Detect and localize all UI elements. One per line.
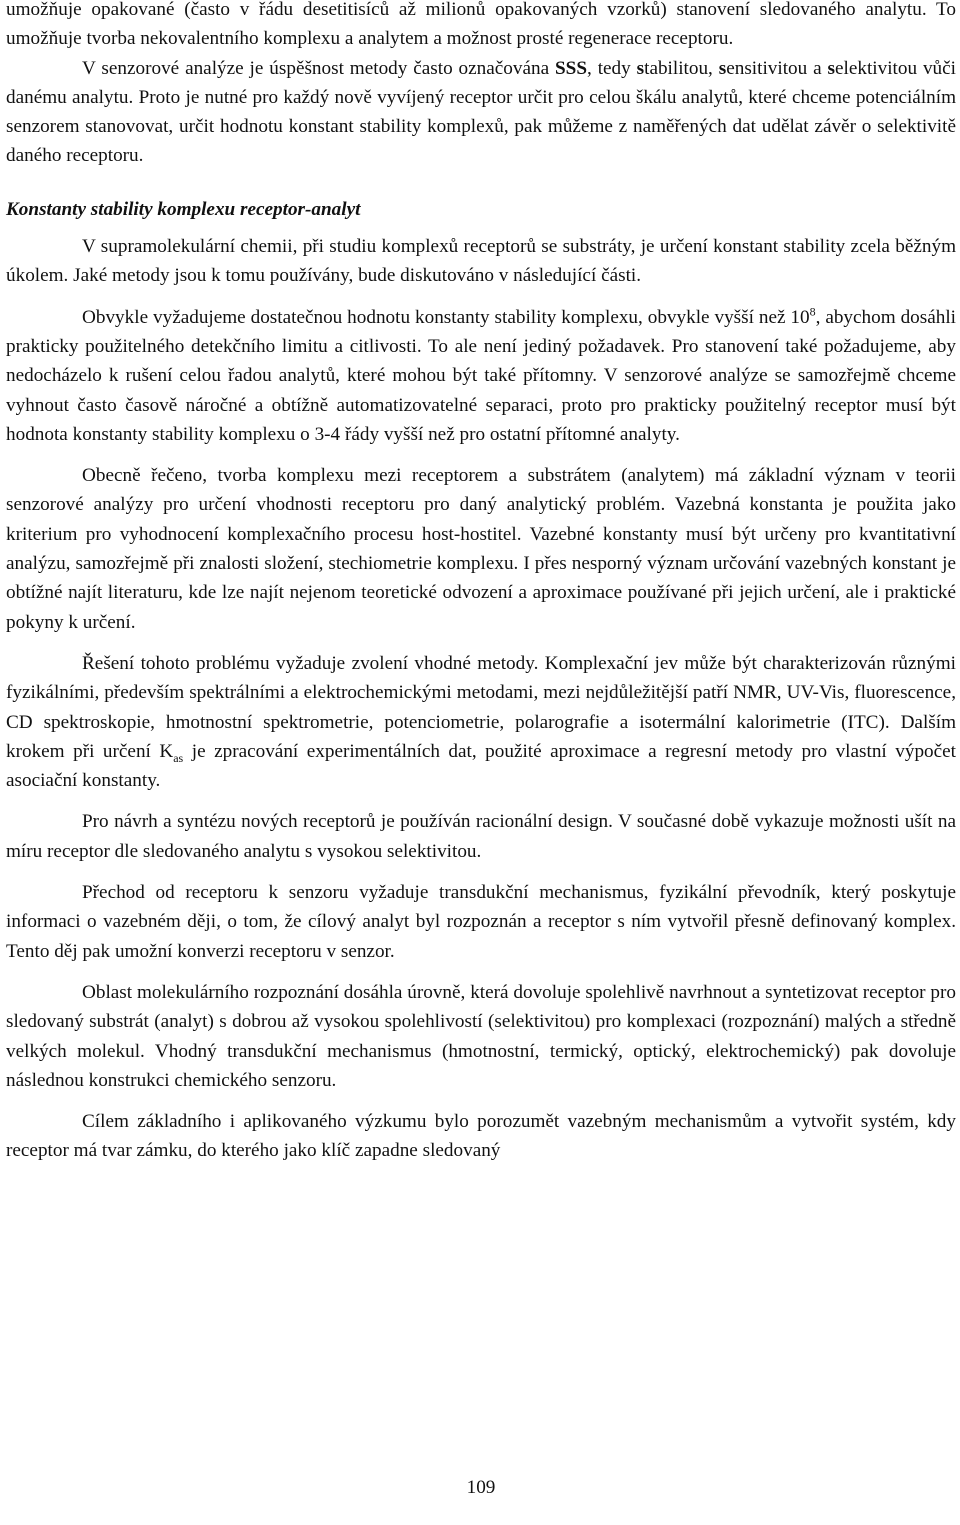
paragraph-goal: Cílem základního i aplikovaného výzkumu bylo porozumět vazebným mechanismům a vytvořit systém, kdy receptor má tvar zámku, do kterého jako klíč zapadne sledovaný bbox=[6, 1111, 956, 1162]
paragraph-intro: V supramolekulární chemii, při studiu komplexů receptorů se substráty, je určení konstant stability zcela běžným úkolem. Jaké metody jsou k tomu používány, bude diskutováno v následující části. bbox=[6, 236, 956, 287]
paragraph-complex-formation: Obecně řečeno, tvorba komplexu mezi receptorem a substrátem (analytem) má základní význam v teorii senzorové analýzy pro určení vhodnosti receptoru pro daný analytický problém. Vazebná konstanta je použita jako kriterium pro vyhodnocení komplexačního procesu host-hostitel. Vazebné konstanty musí být určeny pro kvantitativní analýzu, samozřejmě při znalosti složení, stechiometrie komplexu. I přes nesporný význam určování vazebných konstant je obtížné najít literaturu, kde lze najít nejenom teoretické odvození a aproximace používané při jejich určení, ale i praktické pokyny k určení. bbox=[6, 465, 956, 633]
document-page bbox=[6, 0, 956, 1525]
section-heading: Konstanty stability komplexu receptor-analyt bbox=[6, 198, 361, 220]
paragraph-methods: Řešení tohoto problému vyžaduje zvolení vhodné metody. Komplexační jev může být charakterizován různými fyzikálními, především spektrálními a elektrochemickými metodami, mezi nejdůležitější patří NMR, UV-Vis, fluorescence, CD spektroskopie, hmotnostní spektrometrie, potenciometrie, polarografie a isotermální kalorimetrie (ITC). Dalším krokem při určení $K_{as}$ je zpracování experimentálních dat, použité aproximace a regresní metody pro vlastní výpočet asociační konstanty. bbox=[6, 652, 956, 792]
subscript: as bbox=[173, 750, 184, 765]
page-number: 109 bbox=[466, 1477, 496, 1498]
paragraph-recognition: Oblast molekulárního rozpoznání dosáhla úrovně, která dovoluje spolehlivě navrhnout a syntetizovat receptor pro sledovaný substrát (analyt) s dobrou až vysokou spolehlivostí (selektivitou) pro komplexaci (rozpoznání) malých a středně velkých molekul. Vhodný transdukční mechanismus (hmotnostní, termický, optický, elektrochemický) pak dovoluje následnou konstrukci chemického senzoru. bbox=[6, 981, 956, 1091]
paragraph-transduction: Přechod od receptoru k senzoru vyžaduje transdukční mechanismus, fyzikální převodník, který poskytuje informaci o vazebném ději, o tom, že cílový analyt byl rozpoznán a receptor s ním vytvořil přesně definovaný komplex. Tento děj pak umožní konverzi receptoru v senzor. bbox=[6, 882, 956, 962]
paragraph-sss: V senzorové analýze je úspěšnost metody často označována SSS, tedy stabilitou, sensitivitou a selektivitou vůči danému analytu. Proto je nutné pro každý nově vyvíjený receptor určit pro celou škálu analytů, které chceme potenciálním senzorem stanovovat, určit hodnotu konstant stability komplexů, pak můžeme z naměřených dat udělat závěr o selektivitě daného receptoru. bbox=[6, 57, 956, 167]
exponent: 8 bbox=[809, 304, 816, 319]
paragraph-requirements: Obvykle vyžadujeme dostatečnou hodnotu konstanty stability komplexu, obvykle vyšší než $10^8$, abychom dosáhli prakticky použitelného detekčního limitu a citlivosti. To ale není jediný požadavek. Pro stanovení také požadujeme, aby nedocházelo k rušení celou řadou analytů, které mohou být také přítomny. V senzorové analýze se samozřejmě chceme vyhnout často časově náročné a obtížně automatizovatelné separaci, proto pro prakticky použitelný receptor musí být hodnota konstanty stability komplexu o 3-4 řády vyšší než pro ostatní přítomné analyty. bbox=[6, 304, 956, 445]
paragraph-continuation: umožňuje opakované (často v řádu desetitisíců až milionů opakovaných vzorků) stanovení sledovaného analytu. To umožňuje tvorba nekovalentního komplexu a analytem a možnost prosté regenerace receptoru. bbox=[6, 0, 956, 50]
paragraph-design: Pro návrh a syntézu nových receptorů je používán racionální design. V současné době vykazuje možnosti ušít na míru receptor dle sledovaného analytu s vysokou selektivitou. bbox=[6, 811, 956, 862]
sss-abbreviation: SSS bbox=[555, 57, 588, 79]
